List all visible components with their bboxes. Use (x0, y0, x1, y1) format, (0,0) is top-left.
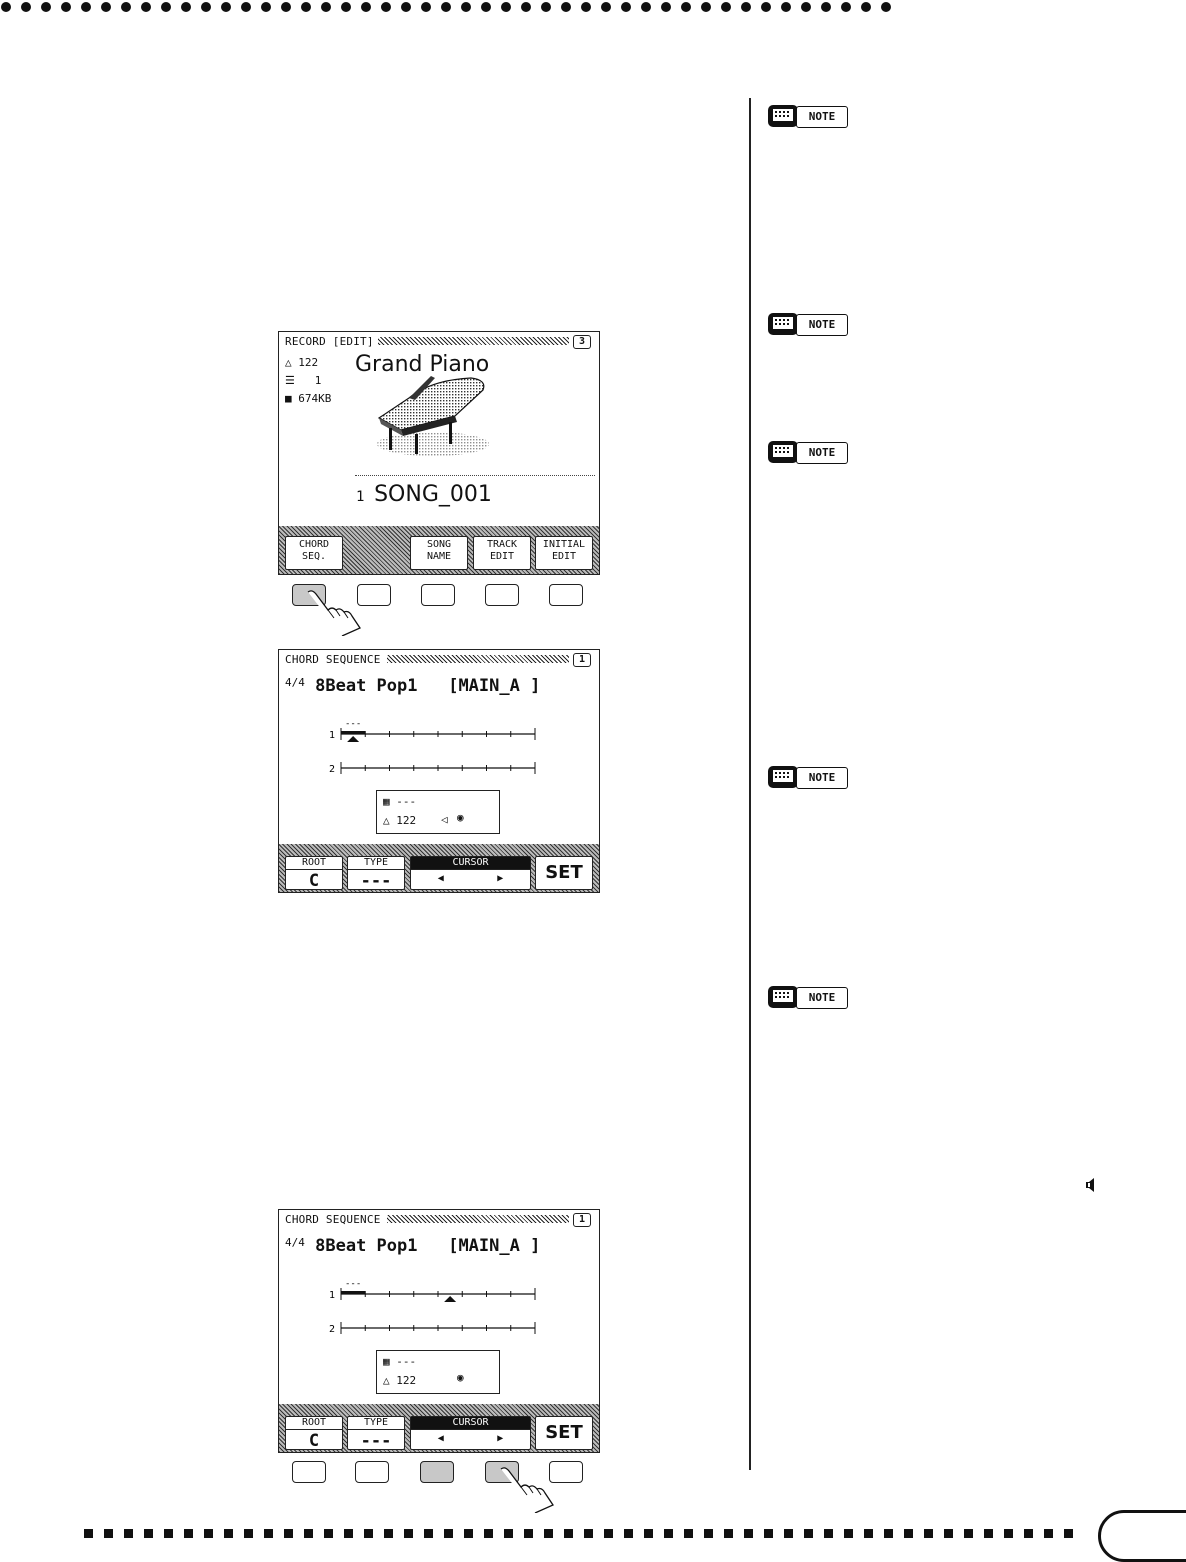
info-box (376, 790, 500, 834)
dot (861, 2, 871, 12)
dot (801, 2, 811, 12)
screen-title: RECORD [EDIT] (285, 335, 378, 348)
dot (581, 2, 591, 12)
note-label: NOTE (796, 314, 848, 336)
pressing-hand-icon (495, 1465, 557, 1513)
speaker-icon: ◁ (441, 813, 448, 826)
dot (521, 2, 531, 12)
square (384, 1529, 393, 1538)
square (784, 1529, 793, 1538)
chord-bar (341, 1291, 365, 1294)
dot (881, 2, 891, 12)
screen-title-bar (279, 650, 599, 668)
measure-value: 1 (314, 374, 322, 387)
square (524, 1529, 533, 1538)
type-button[interactable]: TYPE --- (347, 1416, 405, 1450)
dot (621, 2, 631, 12)
root-button[interactable]: ROOT C (285, 1416, 343, 1450)
column-divider (749, 98, 751, 1470)
dot (701, 2, 711, 12)
dot (761, 2, 771, 12)
dot (121, 2, 131, 12)
time-signature: 4/4 (285, 1236, 305, 1249)
style-line (285, 1236, 540, 1256)
square (324, 1529, 333, 1538)
note-icon (768, 441, 798, 463)
screen-title-bar (279, 332, 599, 350)
note-icon (768, 766, 798, 788)
drum-icon: ◉ (457, 811, 464, 824)
section-name: [MAIN_A ] (448, 676, 541, 696)
speaker-icon (1085, 1177, 1097, 1193)
metronome-icon: △ (383, 1374, 390, 1387)
note-badge (768, 766, 848, 790)
dot (201, 2, 211, 12)
square (904, 1529, 913, 1538)
square (604, 1529, 613, 1538)
type-button[interactable]: TYPE --- (347, 856, 405, 890)
grand-piano-image (371, 376, 491, 460)
row-number: 2 (329, 1324, 336, 1335)
chord-bar (341, 731, 365, 734)
note-label: NOTE (796, 987, 848, 1009)
keyboard-icon: ▦ (383, 1355, 390, 1368)
dot (141, 2, 151, 12)
chord-label: --- (345, 1279, 362, 1289)
dot (741, 2, 751, 12)
metronome-icon: △ (285, 356, 292, 369)
square (484, 1529, 493, 1538)
cursor-marker (444, 1296, 456, 1302)
square (344, 1529, 353, 1538)
chord-value: --- (396, 1355, 417, 1368)
dot (721, 2, 731, 12)
cursor-left-icon[interactable]: ◀ (437, 1433, 444, 1444)
square (404, 1529, 413, 1538)
chord-label: --- (345, 719, 362, 729)
dot (841, 2, 851, 12)
info-box (376, 1350, 500, 1394)
hw-button-5[interactable] (549, 584, 583, 606)
dot (41, 2, 51, 12)
dot (501, 2, 511, 12)
soft-button-bar (279, 1404, 599, 1452)
cursor-right-icon[interactable]: ▶ (497, 873, 504, 884)
screen-title: CHORD SEQUENCE (285, 653, 385, 666)
hw-button-1[interactable] (292, 1461, 326, 1483)
note-badge (768, 986, 848, 1010)
initial-edit-button[interactable]: INITIAL EDIT (535, 536, 593, 570)
square (504, 1529, 513, 1538)
song-title (356, 482, 492, 507)
voice-name: Grand Piano (355, 352, 490, 377)
square (804, 1529, 813, 1538)
note-badge (768, 105, 848, 129)
square (884, 1529, 893, 1538)
row-number: 1 (329, 730, 336, 741)
section-name: [MAIN_A ] (448, 1236, 541, 1256)
separator (355, 475, 595, 476)
memory-value: 674KB (298, 392, 332, 405)
square (944, 1529, 953, 1538)
dot (321, 2, 331, 12)
hw-button-3[interactable] (420, 1461, 454, 1483)
note-icon (768, 313, 798, 335)
square (464, 1529, 473, 1538)
dot (1, 2, 11, 12)
square (924, 1529, 933, 1538)
square (264, 1529, 273, 1538)
song-stats (285, 354, 331, 408)
dot (681, 2, 691, 12)
note-label: NOTE (796, 442, 848, 464)
song-name-button[interactable]: SONG NAME (410, 536, 468, 570)
pressing-hand-icon (302, 588, 364, 636)
square (1044, 1529, 1053, 1538)
dot (401, 2, 411, 12)
page-number: 1 (573, 1213, 591, 1227)
dot (781, 2, 791, 12)
title-hatch (375, 337, 569, 345)
tempo-value: 122 (396, 1374, 417, 1387)
time-signature: 4/4 (285, 676, 305, 689)
cursor-right-icon[interactable]: ▶ (497, 1433, 504, 1444)
dot (181, 2, 191, 12)
note-icon (768, 105, 798, 127)
dot (601, 2, 611, 12)
record-edit-screen (278, 331, 600, 575)
measure-icon: ☰ (285, 374, 295, 387)
square (644, 1529, 653, 1538)
square (1064, 1529, 1073, 1538)
chord-seq-button[interactable]: CHORD SEQ. (285, 536, 343, 570)
chord-sequence-screen-cursor-moved (278, 1209, 600, 1453)
dot (461, 2, 471, 12)
style-name: 8Beat Pop1 (315, 1236, 418, 1256)
dot (821, 2, 831, 12)
page-number: 3 (573, 335, 591, 349)
square (624, 1529, 633, 1538)
square (724, 1529, 733, 1538)
style-name: 8Beat Pop1 (315, 676, 418, 696)
chord-timeline (329, 712, 549, 782)
page-number: 1 (573, 653, 591, 667)
note-label: NOTE (796, 767, 848, 789)
soft-button-bar (279, 526, 599, 574)
dot (381, 2, 391, 12)
note-icon (768, 986, 798, 1008)
dot (361, 2, 371, 12)
metronome-icon: △ (383, 814, 390, 827)
square (584, 1529, 593, 1538)
square (964, 1529, 973, 1538)
row-number: 2 (329, 764, 336, 775)
top-dotted-rule (0, 0, 900, 14)
tempo-value: 122 (396, 814, 417, 827)
square (424, 1529, 433, 1538)
dot (481, 2, 491, 12)
dot (541, 2, 551, 12)
square (244, 1529, 253, 1538)
square (564, 1529, 573, 1538)
chord-sequence-screen (278, 649, 600, 893)
cursor-button[interactable]: CURSOR ◀ ▶ (410, 856, 531, 890)
dot (61, 2, 71, 12)
dot (281, 2, 291, 12)
dot (641, 2, 651, 12)
note-badge (768, 441, 848, 465)
dot (21, 2, 31, 12)
square (84, 1529, 93, 1538)
screen-title-bar (279, 1210, 599, 1228)
square (764, 1529, 773, 1538)
dot (221, 2, 231, 12)
square (824, 1529, 833, 1538)
square (224, 1529, 233, 1538)
page-tab (1098, 1510, 1186, 1562)
square (864, 1529, 873, 1538)
screen-title: CHORD SEQUENCE (285, 1213, 385, 1226)
cursor-button[interactable]: CURSOR ◀ ▶ (410, 1416, 531, 1450)
square (184, 1529, 193, 1538)
dot (301, 2, 311, 12)
root-button[interactable]: ROOT C (285, 856, 343, 890)
hw-button-4[interactable] (485, 584, 519, 606)
square (844, 1529, 853, 1538)
square (364, 1529, 373, 1538)
dot (661, 2, 671, 12)
keyboard-icon: ▦ (383, 795, 390, 808)
square (1004, 1529, 1013, 1538)
square (1024, 1529, 1033, 1538)
note-label: NOTE (796, 106, 848, 128)
square (704, 1529, 713, 1538)
set-button[interactable]: SET (535, 1416, 593, 1450)
cursor-left-icon[interactable]: ◀ (437, 873, 444, 884)
drum-icon: ◉ (457, 1371, 464, 1384)
hw-button-2[interactable] (355, 1461, 389, 1483)
row-number: 1 (329, 1290, 336, 1301)
square (204, 1529, 213, 1538)
dot (421, 2, 431, 12)
dot (161, 2, 171, 12)
square (664, 1529, 673, 1538)
dot (261, 2, 271, 12)
title-hatch (387, 1215, 569, 1223)
square (544, 1529, 553, 1538)
dot (341, 2, 351, 12)
square (164, 1529, 173, 1538)
dot (81, 2, 91, 12)
chord-value: --- (396, 795, 417, 808)
dot (101, 2, 111, 12)
square (104, 1529, 113, 1538)
square (684, 1529, 693, 1538)
dot (241, 2, 251, 12)
square (984, 1529, 993, 1538)
song-number: 1 (356, 489, 365, 505)
title-hatch (387, 655, 569, 663)
square (444, 1529, 453, 1538)
tempo-value: 122 (298, 356, 319, 369)
dot (441, 2, 451, 12)
song-name: SONG_001 (374, 482, 492, 507)
note-badge (768, 313, 848, 337)
square (144, 1529, 153, 1538)
chord-timeline (329, 1272, 549, 1342)
disk-icon: ■ (285, 392, 292, 405)
dot (561, 2, 571, 12)
square (304, 1529, 313, 1538)
square (124, 1529, 133, 1538)
set-button[interactable]: SET (535, 856, 593, 890)
style-line (285, 676, 540, 696)
square (284, 1529, 293, 1538)
cursor-marker (347, 736, 359, 742)
square (744, 1529, 753, 1538)
soft-button-bar (279, 844, 599, 892)
hw-button-3[interactable] (421, 584, 455, 606)
track-edit-button[interactable]: TRACK EDIT (473, 536, 531, 570)
bottom-dashed-rule (84, 1528, 1084, 1540)
